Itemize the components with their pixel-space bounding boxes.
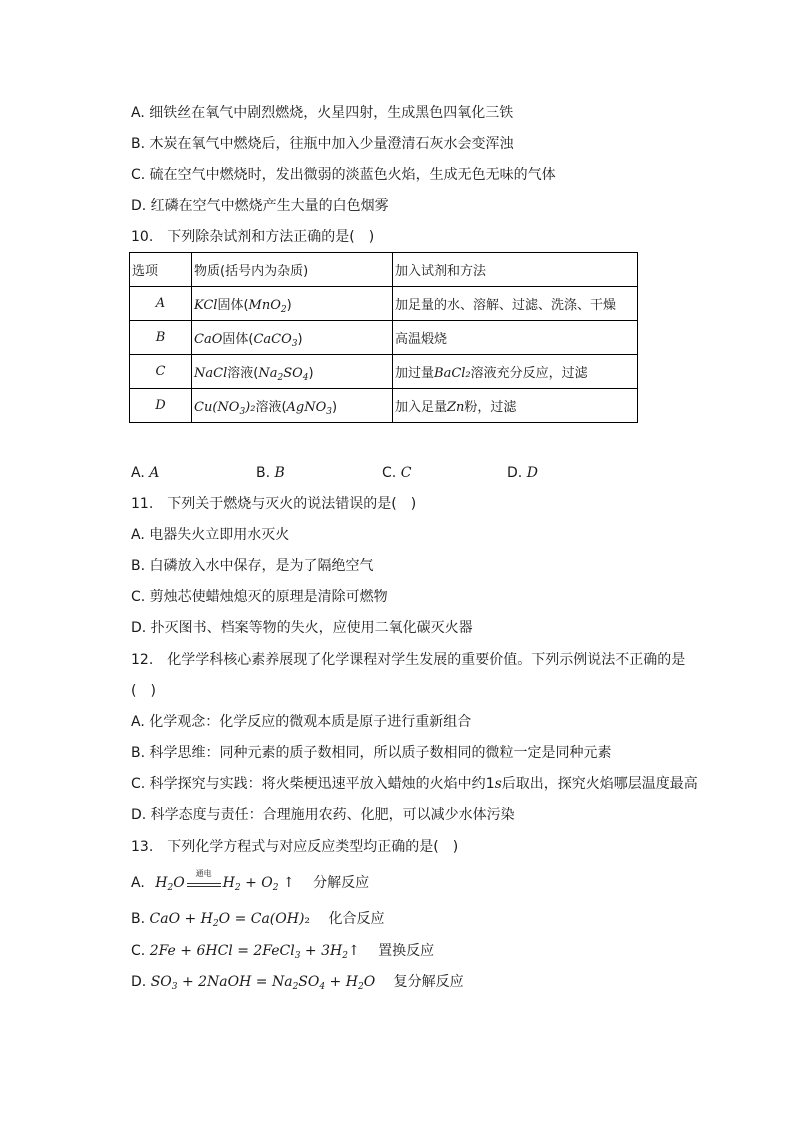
q12-option-a: A. 化学观念：化学反应的微观本质是原子进行重新组合	[131, 714, 472, 730]
equation-a: $H_2O$ 通电 $H_2 + O_2$ ↑	[155, 869, 295, 893]
q12-stem-line2: ( )	[131, 683, 156, 699]
q10-stem: 10. 下列除杂试剂和方法正确的是( )	[131, 229, 375, 245]
q11-stem: 11. 下列关于燃烧与灭火的说法错误的是( )	[131, 496, 417, 512]
q10-answer-d: D. D	[507, 465, 538, 481]
table-row	[130, 355, 638, 389]
q12-option-c: C. 科学探究与实践：将火柴梗迅速平放入蜡烛的火焰中约1s后取出，探究火焰哪层温度最高	[131, 776, 698, 792]
row-method: 加足量的水、溶解、过滤、洗涤、干燥	[393, 287, 638, 321]
row-substance: $Cu(NO_3)_2$溶液(AgNO$_3$)	[192, 389, 393, 423]
equation-d: $SO_3$ + 2NaOH = $Na_2SO_4 + H_2O$	[150, 974, 376, 992]
q13-option-c: C. 2Fe + 6HCl = 2FeCl$_3$ + $3H_2↑$ 置换反应	[131, 943, 435, 961]
q9-option-a: A. 细铁丝在氧气中剧烈燃烧，火星四射，生成黑色四氧化三铁	[131, 105, 514, 121]
q10-table	[129, 252, 638, 423]
row-method: 加入足量Zn粉，过滤	[393, 389, 638, 423]
q11-option-a: A. 电器失火立即用水灭火	[131, 527, 290, 543]
q10-answer-b: B. B	[256, 465, 285, 481]
table-header-row	[130, 253, 638, 287]
q11-option-b: B. 白磷放入水中保存，是为了隔绝空气	[131, 558, 374, 574]
q10-answer-c: C. C	[382, 465, 412, 481]
q13-option-d: D. $SO_3$ + 2NaOH = $Na_2SO_4 + H_2O$ 复分解反应	[131, 974, 464, 992]
row-substance: KCl固体(MnO$_2$)	[192, 287, 393, 321]
row-substance: CaO固体(CaCO$_3$)	[192, 321, 393, 355]
q11-option-d: D. 扑灭图书、档案等物的失火，应使用二氧化碳灭火器	[131, 620, 473, 636]
row-method: 加过量BaCl₂溶液充分反应，过滤	[393, 355, 638, 389]
row-key: A	[130, 287, 192, 321]
row-key: D	[130, 389, 192, 423]
q12-stem-line1: 12. 化学学科核心素养展现了化学课程对学生发展的重要价值。下列示例说法不正确的是	[131, 652, 686, 668]
q12-option-d: D. 科学态度与责任：合理施用农药、化肥，可以减少水体污染	[131, 807, 515, 823]
q13-stem: 13. 下列化学方程式与对应反应类型均正确的是( )	[131, 839, 459, 855]
row-method: 高温煅烧	[393, 321, 638, 355]
table-row	[130, 389, 638, 423]
row-key: B	[130, 321, 192, 355]
header-option: 选项	[130, 253, 192, 287]
q10-answer-a: A. A	[131, 465, 160, 481]
q13-option-b: B. CaO + $H_2O = Ca(OH)_2$ 化合反应	[131, 911, 385, 929]
q11-option-c: C. 剪烛芯使蜡烛熄灭的原理是清除可燃物	[131, 589, 388, 605]
table-row	[130, 287, 638, 321]
q12-option-b: B. 科学思维：同种元素的质子数相同，所以质子数相同的微粒一定是同种元素	[131, 745, 612, 761]
equation-b: CaO + $H_2O = Ca(OH)_2$	[149, 911, 311, 929]
q9-option-b: B. 木炭在氧气中燃烧后，往瓶中加入少量澄清石灰水会变浑浊	[131, 136, 514, 152]
q9-option-d: D. 红磷在空气中燃烧产生大量的白色烟雾	[131, 198, 389, 214]
table-row	[130, 321, 638, 355]
equals-sign-with-condition: 通电	[187, 879, 221, 887]
row-key: C	[130, 355, 192, 389]
q13-option-a: A. $H_2O$ 通电 $H_2 + O_2$ ↑ 分解反应	[131, 869, 370, 893]
header-substance: 物质(括号内为杂质)	[192, 253, 393, 287]
q9-option-c: C. 硫在空气中燃烧时，发出微弱的淡蓝色火焰，生成无色无味的气体	[131, 167, 556, 183]
row-substance: NaCl溶液$(Na_2SO_4)$	[192, 355, 393, 389]
equation-c: 2Fe + 6HCl = 2FeCl$_3$ + $3H_2↑$	[149, 943, 360, 961]
header-method: 加入试剂和方法	[393, 253, 638, 287]
